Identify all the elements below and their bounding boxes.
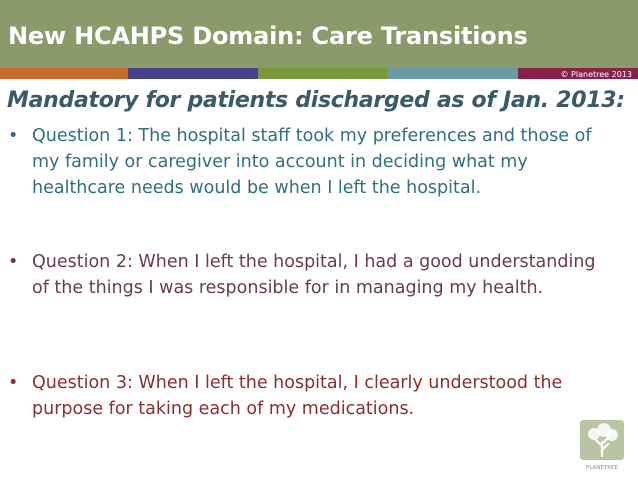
planetree-logo bbox=[580, 420, 624, 472]
stripe-teal bbox=[388, 68, 518, 79]
bullet-dot: • bbox=[8, 373, 19, 393]
stripe-purple bbox=[128, 68, 258, 79]
bullet-text: Question 2: When I left the hospital, I had a good understanding of the things I was responsible for in managing my health. bbox=[32, 252, 596, 298]
color-stripe bbox=[0, 68, 638, 79]
bullet-text: Question 3: When I left the hospital, I clearly understood the purpose for taking each of my medications. bbox=[32, 373, 563, 419]
stripe-orange bbox=[0, 68, 128, 79]
logo-wordmark: PLANETREE bbox=[586, 465, 618, 471]
stripe-green bbox=[258, 68, 388, 79]
slide-title: New HCAHPS Domain: Care Transitions bbox=[8, 22, 528, 50]
copyright-notice: © Planetree 2013 bbox=[560, 70, 632, 79]
slide-subtitle: Mandatory for patients discharged as of Jan. 2013: bbox=[7, 88, 625, 113]
bullet-dot: • bbox=[8, 252, 19, 272]
bullet-dot: • bbox=[8, 126, 19, 146]
title-bar bbox=[0, 0, 638, 68]
bullet-text: Question 1: The hospital staff took my preferences and those of my family or caregiver into account in deciding what my healthcare needs would be when I left the hospital. bbox=[32, 126, 592, 198]
